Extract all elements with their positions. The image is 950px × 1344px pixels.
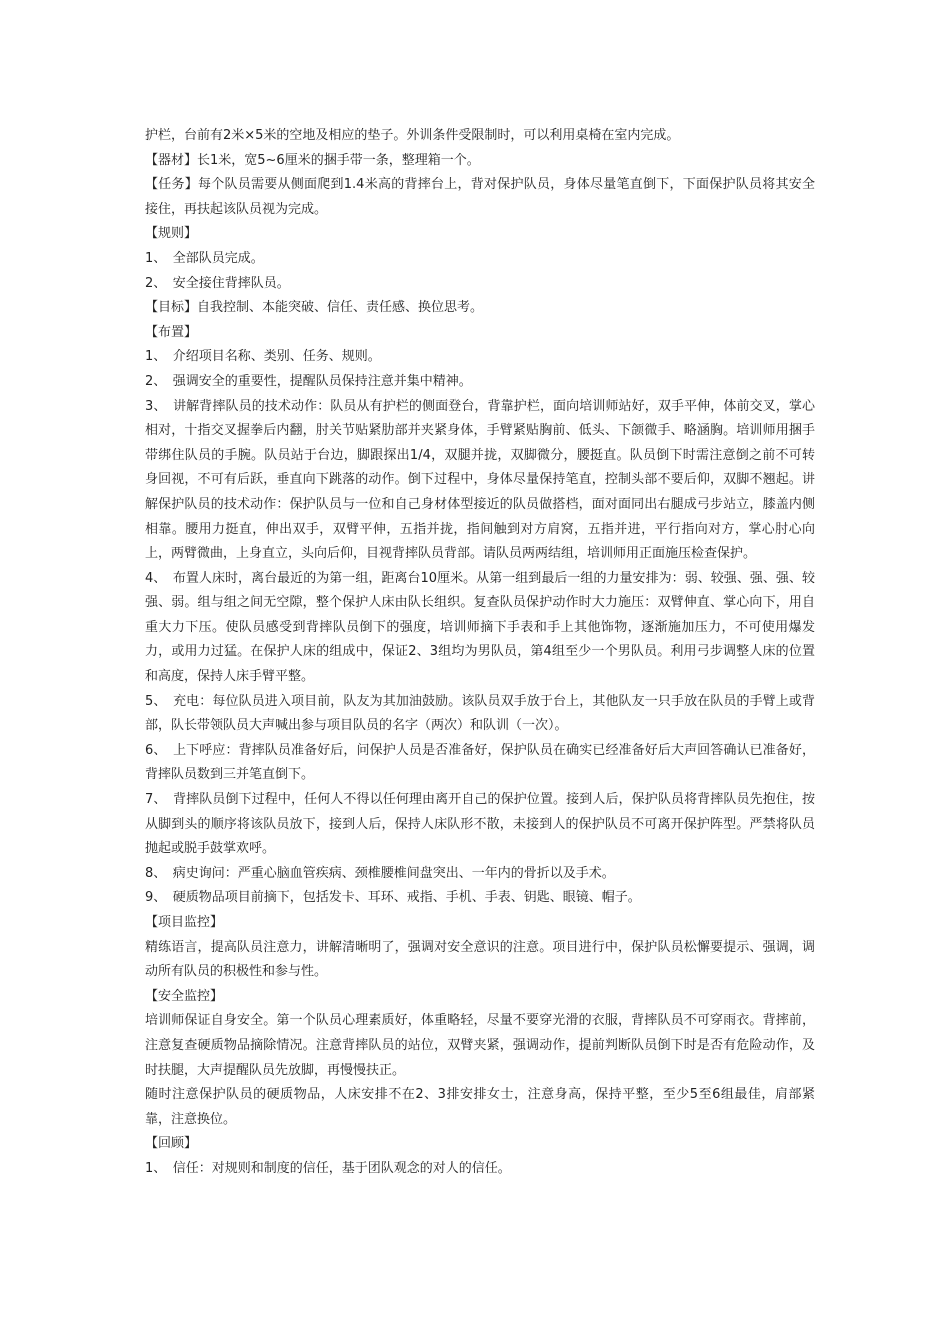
- paragraph-safety-2: 随时注意保护队员的硬质物品，人床安排不在2、3排安排女士，注意身高，保持平整，至少5至6组最佳，肩部紧靠，注意换位。: [145, 1087, 815, 1127]
- paragraph-equipment: 【器材】长1米，宽5~6厘米的捆手带一条，整理箱一个。: [145, 152, 480, 168]
- paragraph-monitoring: 精练语言，提高队员注意力，讲解清晰明了，强调对安全意识的注意。项目进行中，保护队员松懈要提示、强调，调动所有队员的积极性和参与性。: [145, 939, 815, 980]
- setup-item-8: 8、 病史询问：严重心脑血管疾病、颈椎腰椎间盘突出、一年内的骨折以及手术。: [145, 865, 615, 881]
- setup-item-3: 3、 讲解背摔队员的技术动作：队员从有护栏的侧面登台，背靠护栏，面向培训师站好，双手平伸，体前交叉，掌心相对，十指交叉握拳后内翻，肘关节贴紧肋部并夹紧身体，手臂紧贴胸前、低头、下颌微手、略涵胸。培训师用捆手带绑住队员的手腕。队员站于台边，脚跟探出1/4，双腿并拢，双脚微分，腰挺直。队员倒下时需注意倒之前不可转身回视，不可有后跃，垂直向下跳落的动作。倒下过程中，身体尽量保持笔直，控制头部不要后仰，双脚不翘起。讲解保护队员的技术动作：保护队员与一位和自己身材体型接近的队员做搭档，面对面同出右腿成弓步站立，膝盖内侧相靠。腰用力挺直，伸出双手，双臂平伸，五指并拢，指间触到对方肩窝，五指并进，平行指向对方，掌心肘心向上，两臂微曲，上身直立，头向后仰，目视背摔队员背部。请队员两两结组，培训师用正面施压检查保护。: [145, 398, 815, 562]
- paragraph-task: 【任务】每个队员需要从侧面爬到1.4米高的背摔台上，背对保护队员，身体尽量笔直倒下，下面保护队员将其安全接住，再扶起该队员视为完成。: [145, 177, 815, 217]
- heading-monitoring: 【项目监控】: [145, 915, 224, 930]
- paragraph-safety-1: 培训师保证自身安全。第一个队员心理素质好，体重略轻，尽量不要穿光滑的衣服，背摔队员不可穿雨衣。背摔前，注意复查硬质物品摘除情况。注意背摔队员的站位，双臂夹紧，强调动作，提前判断队员倒下时是否有危险动作，及时扶腿，大声提醒队员先放脚，再慢慢扶正。: [145, 1013, 815, 1078]
- paragraph-goals: 【目标】自我控制、本能突破、信任、责任感、换位思考。: [145, 300, 484, 316]
- rule-item-2: 2、 安全接住背摔队员。: [145, 275, 290, 291]
- setup-item-4: 4、 布置人床时，离台最近的为第一组，距离台10厘米。从第一组到最后一组的力量安排为：弱、较强、强、强、较强、弱。组与组之间无空隙，整个保护人床由队长组织。复查队员保护动作时大力施压：双臂伸直、掌心向下，用自重大力下压。使队员感受到背摔队员倒下的强度，培训师摘下手表和手上其他饰物，逐渐施加压力，不可使用爆发力，或用力过猛。在保护人床的组成中，保证2、3组均为男队员，第4组至少一个男队员。利用弓步调整人床的位置和高度，保持人床手臂平整。: [145, 570, 815, 685]
- setup-item-7: 7、 背摔队员倒下过程中，任何人不得以任何理由离开自己的保护位置。接到人后，保护队员将背摔队员先抱住，按从脚到头的顺序将该队员放下，接到人后，保持人床队形不散，未接到人的保护队员不可离开保护阵型。严禁将队员抛起或脱手鼓掌欢呼。: [145, 792, 815, 857]
- review-item-1: 1、 信任：对规则和制度的信任，基于团队观念的对人的信任。: [145, 1160, 511, 1176]
- setup-item-9: 9、 硬质物品项目前摘下，包括发卡、耳环、戒指、手机、手表、钥匙、眼镜、帽子。: [145, 890, 641, 906]
- heading-safety: 【安全监控】: [145, 988, 224, 1004]
- heading-rules: 【规则】: [145, 226, 198, 242]
- heading-setup: 【布置】: [145, 324, 198, 340]
- document-body: [145, 124, 815, 1182]
- setup-item-2: 2、 强调安全的重要性，提醒队员保持注意并集中精神。: [145, 373, 472, 389]
- heading-review: 【回顾】: [145, 1136, 198, 1152]
- setup-item-5: 5、 充电：每位队员进入项目前，队友为其加油鼓励。该队员双手放于台上，其他队友一只手放在队员的手臂上或背部，队长带领队员大声喊出参与项目队员的名字（两次）和队训（一次）。: [145, 693, 815, 734]
- setup-item-6: 6、 上下呼应：背摔队员准备好后，问保护人员是否准备好，保护队员在确实已经准备好后大声回答确认已准备好，背摔队员数到三并笔直倒下。: [145, 742, 815, 783]
- rule-item-1: 1、 全部队员完成。: [145, 250, 264, 266]
- setup-item-1: 1、 介绍项目名称、类别、任务、规则。: [145, 349, 381, 365]
- paragraph-1: 护栏，台前有2米×5米的空地及相应的垫子。外训条件受限制时，可以利用桌椅在室内完成。: [145, 128, 680, 143]
